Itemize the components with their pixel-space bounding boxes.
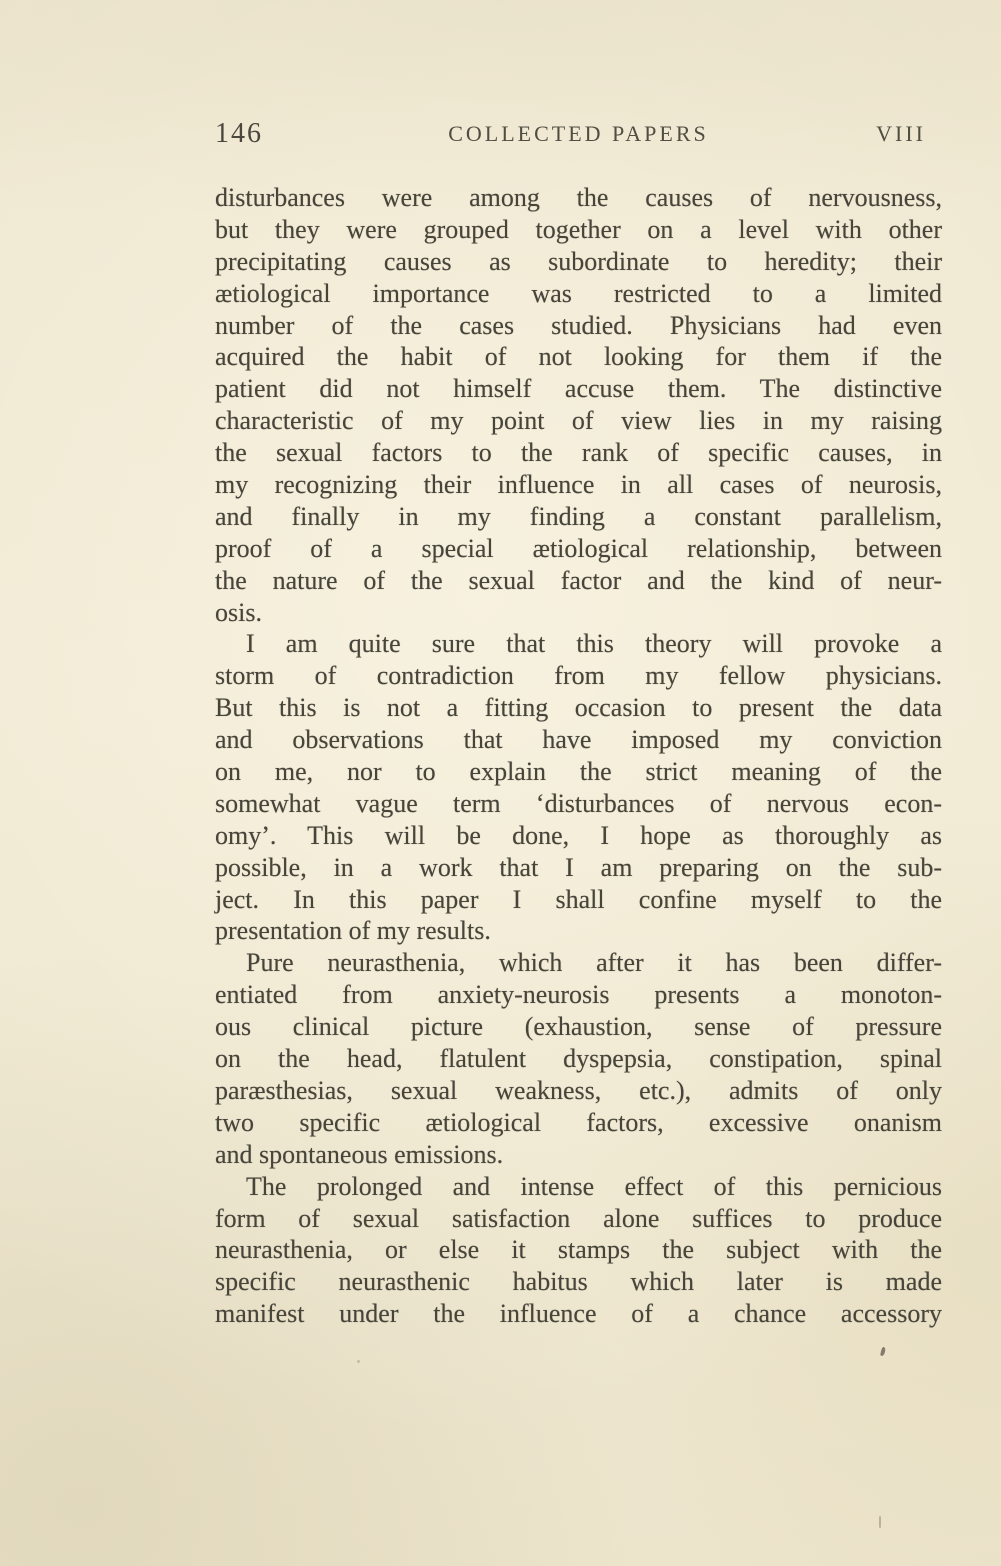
text-line: on me, nor to explain the strict meaning of the bbox=[215, 757, 942, 787]
ink-speck bbox=[879, 1516, 881, 1528]
text-line: the nature of the sexual factor and the kind of neur- bbox=[215, 565, 942, 595]
ink-speck bbox=[357, 1360, 360, 1363]
text-line: and observations that have imposed my conviction bbox=[215, 725, 942, 755]
text-line: somewhat vague term ‘disturbances of nervous econ- bbox=[215, 788, 942, 818]
text-line: I am quite sure that this theory will provoke a bbox=[246, 629, 942, 659]
text-line: specific neurasthenic habitus which later is made bbox=[215, 1267, 942, 1297]
page-number: 146 bbox=[215, 118, 263, 149]
running-head-title: COLLECTED PAPERS bbox=[448, 121, 709, 146]
text-line: number of the cases studied. Physicians had even bbox=[215, 310, 942, 340]
text-line: form of sexual satisfaction alone suffices to produce bbox=[215, 1203, 942, 1233]
text-line: paræsthesias, sexual weakness, etc.), admits of only bbox=[215, 1075, 942, 1105]
text-line: and spontaneous emissions. bbox=[215, 1139, 504, 1169]
text-line: presentation of my results. bbox=[215, 916, 491, 946]
text-line: two specific ætiological factors, excessive onanism bbox=[215, 1107, 942, 1137]
text-line: precipitating causes as subordinate to heredity; their bbox=[215, 246, 942, 276]
text-line: osis. bbox=[215, 597, 262, 627]
text-line: storm of contradiction from my fellow physicians. bbox=[215, 661, 942, 691]
body-text bbox=[215, 182, 942, 1330]
running-head bbox=[215, 118, 942, 152]
text-line: the sexual factors to the rank of specific causes, in bbox=[215, 438, 942, 468]
text-line: ous clinical picture (exhaustion, sense of pressure bbox=[215, 1012, 942, 1042]
text-line: disturbances were among the causes of nervousness, bbox=[215, 183, 942, 212]
text-line: But this is not a fitting occasion to present the data bbox=[215, 693, 942, 723]
text-line: manifest under the influence of a chance accessory bbox=[215, 1299, 942, 1329]
text-line: acquired the habit of not looking for them if the bbox=[215, 342, 942, 372]
text-line: entiated from anxiety-neurosis presents a monoton- bbox=[215, 980, 942, 1010]
paragraph bbox=[215, 1171, 942, 1330]
text-line: The prolonged and intense effect of this pernicious bbox=[246, 1171, 942, 1201]
text-line: neurasthenia, or else it stamps the subject with the bbox=[215, 1235, 942, 1265]
paragraph bbox=[215, 628, 942, 947]
text-line: and finally in my finding a constant parallelism, bbox=[215, 501, 942, 531]
text-line: on the head, flatulent dyspepsia, constipation, spinal bbox=[215, 1044, 942, 1074]
paragraph bbox=[215, 947, 942, 1170]
text-line: possible, in a work that I am preparing on the sub- bbox=[215, 852, 942, 882]
text-line: omy’. This will be done, I hope as thoroughly as bbox=[215, 820, 942, 850]
text-line: Pure neurasthenia, which after it has been differ- bbox=[246, 948, 942, 978]
text-line: my recognizing their influence in all cases of neurosis, bbox=[215, 470, 942, 500]
text-line: proof of a special ætiological relationship, between bbox=[215, 533, 942, 563]
paragraph bbox=[215, 182, 942, 628]
chapter-numeral: VIII bbox=[876, 121, 926, 146]
text-line: ject. In this paper I shall confine myself to the bbox=[215, 884, 942, 914]
ink-speck bbox=[880, 1347, 886, 1357]
text-line: ætiological importance was restricted to a limited bbox=[215, 278, 942, 308]
text-line: patient did not himself accuse them. The distinctive bbox=[215, 374, 942, 404]
text-line: characteristic of my point of view lies in my raising bbox=[215, 406, 942, 436]
text-line: but they were grouped together on a level with other bbox=[215, 214, 942, 244]
